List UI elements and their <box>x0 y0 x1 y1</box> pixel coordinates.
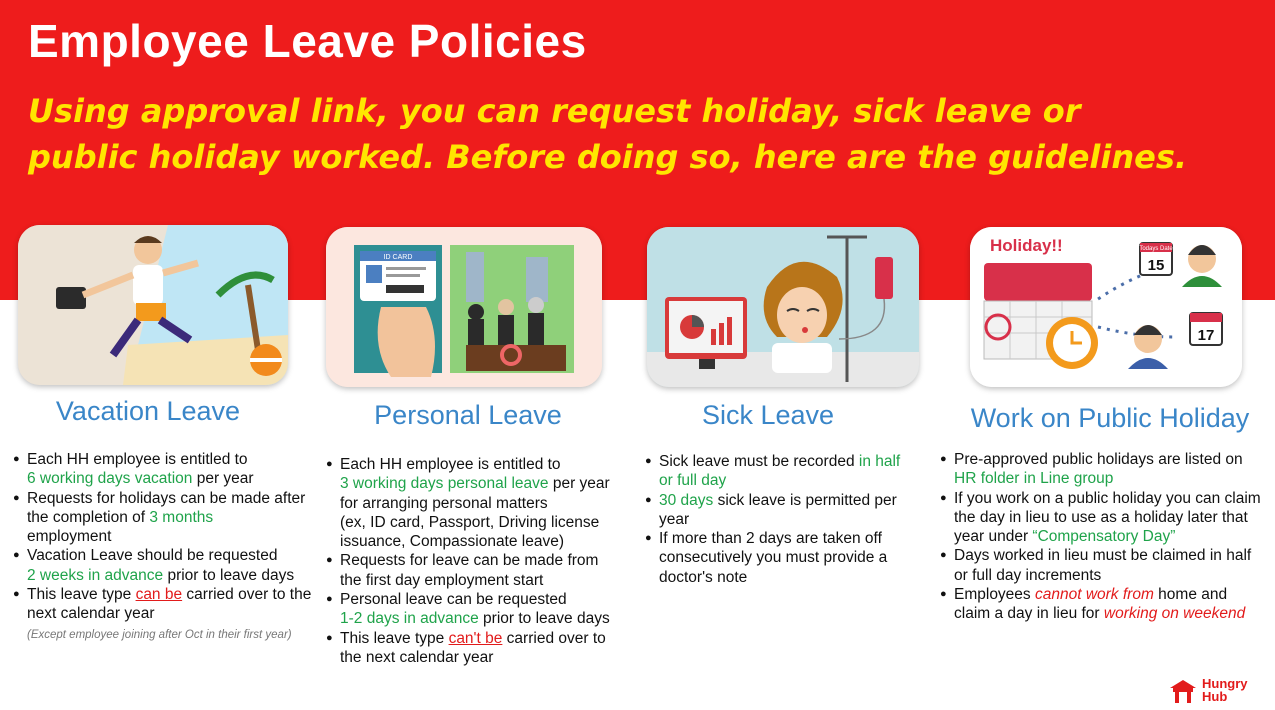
list-item: ● This leave type can't be carried over to the next calendar year <box>326 629 622 668</box>
list-item: ● If more than 2 days are taken off consecutively you must provide a doctor's note <box>645 529 917 587</box>
brand-logo-text: Hungry Hub <box>1202 676 1248 704</box>
personal-leave-list <box>326 455 622 667</box>
public-holiday-list <box>940 450 1265 624</box>
list-item: ● Each HH employee is entitled to 6 working days vacation per year <box>13 450 313 489</box>
sick-leave-title: Sick Leave <box>701 400 835 430</box>
public-holiday-title: Work on Public Holiday <box>970 403 1250 433</box>
list-item: ● Personal leave can be requested 1-2 days in advance prior to leave days <box>326 590 622 629</box>
sick-illustration <box>647 227 919 387</box>
list-item: ● 30 days sick leave is permitted per year <box>645 491 917 530</box>
list-item: ● Sick leave must be recorded in half or full day <box>645 452 917 491</box>
calendar-day-15: 15 <box>1147 257 1165 274</box>
id-card-label: ID CARD <box>383 254 413 261</box>
vacation-leave-list <box>13 450 313 645</box>
list-item: ● Each HH employee is entitled to 3 working days personal leave per year for arranging personal matters (ex, ID card, Passport, Driving license issuance, Compassionate leave) <box>326 455 622 551</box>
list-item: ● Days worked in lieu must be claimed in half or full day increments <box>940 546 1265 585</box>
todays-date-label: Todays Date <box>1139 246 1173 252</box>
calendar-clock-icon <box>970 227 1242 387</box>
id-card-and-funeral-icon <box>326 227 602 387</box>
calendar-day-17: 17 <box>1197 327 1215 344</box>
personal-illustration <box>326 227 602 387</box>
list-item: ● Employees cannot work from home and claim a day in lieu for working on weekend <box>940 585 1265 624</box>
running-vacation-icon <box>18 225 288 385</box>
holiday-banner: Holiday!! <box>990 236 1063 255</box>
list-item: ● Pre-approved public holidays are listed on HR folder in Line group <box>940 450 1265 489</box>
page-subtitle: Using approval link, you can request holiday, sick leave or public holiday worked. Before doing so, here are the guidelines. <box>28 92 1188 176</box>
vacation-illustration <box>18 225 288 385</box>
sick-person-icon <box>647 227 919 387</box>
sick-leave-list <box>645 452 917 587</box>
list-item: ● This leave type can be carried over to the next calendar year (Except employee joining after Oct in their first year) <box>13 585 313 645</box>
personal-leave-title: Personal Leave <box>374 400 562 430</box>
page-title: Employee Leave Policies <box>28 15 587 67</box>
list-item: ● Vacation Leave should be requested 2 weeks in advance prior to leave days <box>13 546 313 585</box>
holiday-illustration <box>970 227 1242 387</box>
list-item: ● Requests for leave can be made from the first day employment start <box>326 551 622 590</box>
list-item: ● Requests for holidays can be made after the completion of 3 months employment <box>13 489 313 547</box>
list-item: ● If you work on a public holiday you can claim the day in lieu to use as a holiday later that year under “Compensatory Day” <box>940 489 1265 547</box>
vacation-leave-title: Vacation Leave <box>55 396 241 426</box>
vacation-footnote: (Except employee joining after Oct in their first year) <box>27 628 292 641</box>
